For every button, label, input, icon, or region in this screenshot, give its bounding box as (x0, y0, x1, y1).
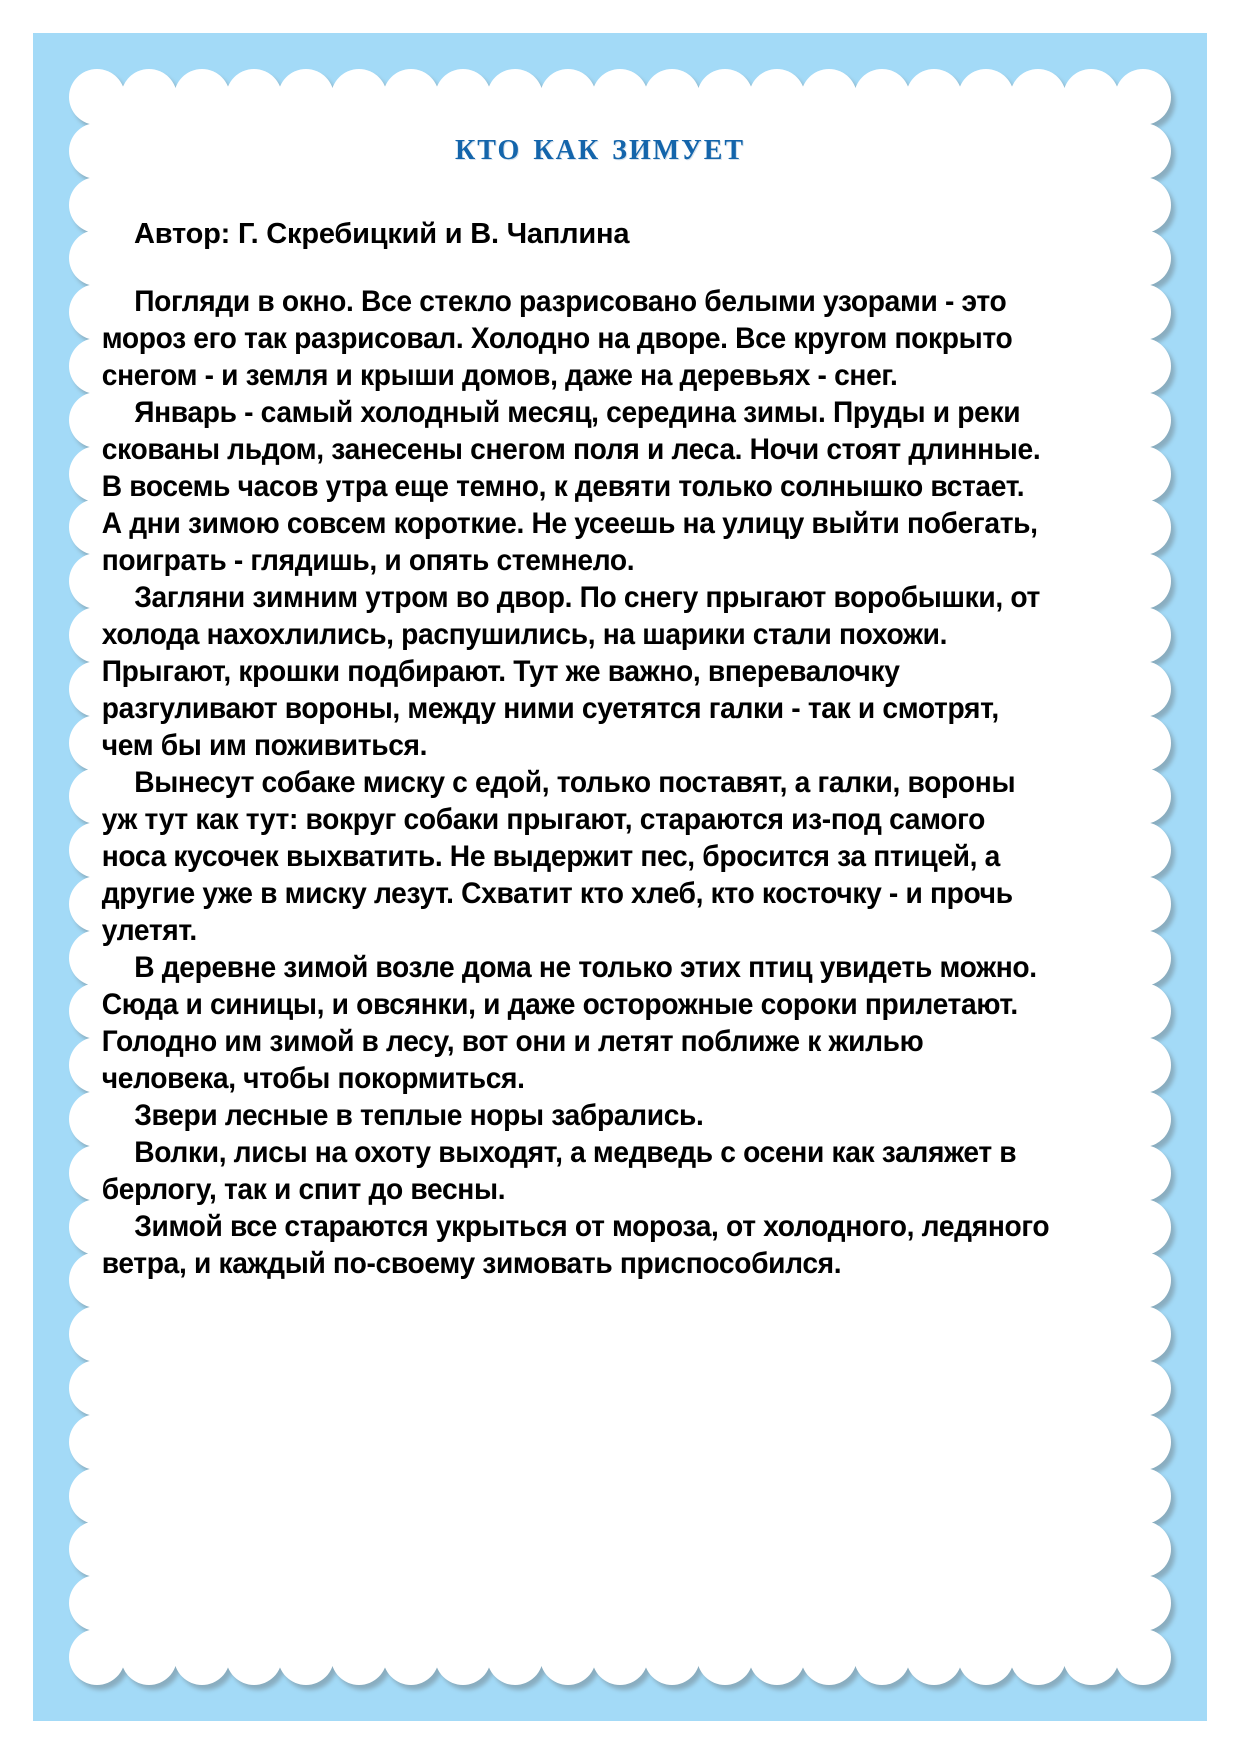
scallop-lobe (1115, 230, 1171, 286)
scallop-lobe (1115, 1091, 1171, 1147)
scallop-lobe (1115, 1306, 1171, 1362)
paragraph: Вынесут собаке миску с едой, только поставят, а галки, вороны уж тут как тут: вокруг собаки прыгают, стараются из-под самого носа кусочек выхватить. Не выдержит пес, бросится за птицей, а другие уже в миску лезут. Схватит кто хлеб, кто косточку - и прочь улетят. (101, 766, 1016, 947)
scallop-lobe (1115, 1575, 1171, 1631)
scallop-lobe (1115, 1360, 1171, 1416)
document-content (96, 96, 1104, 1658)
scallop-lobe (1115, 1521, 1171, 1577)
author-line: Автор: Г. Скребицкий и В. Чаплина (134, 218, 630, 250)
page-title: кто как зимует (454, 123, 746, 168)
scallop-lobe (1115, 446, 1171, 502)
scallop-lobe (1115, 1145, 1171, 1201)
scallop-lobe (1115, 499, 1171, 555)
scallop-lobe (1115, 69, 1171, 125)
paragraph: Звери лесные в теплые норы забрались. (134, 1099, 704, 1132)
scallop-lobe (1115, 1414, 1171, 1470)
scallop-lobe (1115, 553, 1171, 609)
scallop-lobe (1115, 876, 1171, 932)
scallop-lobe (1115, 1252, 1171, 1308)
scallop-lobe (1115, 123, 1171, 179)
scallop-lobe (1115, 607, 1171, 663)
scallop-lobe (1115, 392, 1171, 448)
paragraph: В деревне зимой возле дома не только этих птиц увидеть можно. Сюда и синицы, и овсянки, и даже осторожные сороки прилетают. Голодно им зимой в лесу, вот они и летят поближе к жилью человека, чтобы покормиться. (101, 951, 1037, 1095)
scallop-lobe (1115, 983, 1171, 1039)
story-body (96, 283, 1059, 1282)
paragraph: Погляди в окно. Все стекло разрисовано белыми узорами - это мороз его так разрисовал. Холодно на дворе. Все кругом покрыто снегом - и земля и крыши домов, даже на деревьях - снег. (101, 285, 1013, 392)
scallop-lobe (1115, 338, 1171, 394)
paragraph: Волки, лисы на охоту выходят, а медведь с осени как заляжет в берлогу, так и спит до весны. (101, 1136, 1017, 1206)
scallop-lobe (1115, 177, 1171, 233)
scallop-lobe (1115, 1468, 1171, 1524)
scallop-lobe (1115, 822, 1171, 878)
paragraph: Загляни зимним утром во двор. По снегу прыгают воробышки, от холода нахохлились, распушились, на шарики стали похожи. Прыгают, крошки подбирают. Тут же важно, вперевалочку разгуливают вороны, между ними суетятся галки - так и смотрят, чем бы им поживиться. (101, 581, 1041, 762)
scallop-lobe (1115, 1199, 1171, 1255)
paragraph: Зимой все стараются укрыться от мороза, от холодного, ледяного ветра, и каждый по-своему зимовать приспособился. (101, 1210, 1050, 1280)
scallop-lobe (1115, 284, 1171, 340)
scallop-lobe (1115, 661, 1171, 717)
scallop-lobe (1115, 1629, 1171, 1685)
scallop-lobe (1115, 1037, 1171, 1093)
scallop-lobe (1115, 768, 1171, 824)
scallop-lobe (1115, 715, 1171, 771)
paragraph: Январь - самый холодный месяц, середина зимы. Пруды и реки скованы льдом, занесены снегом поля и леса. Ночи стоят длинные. В восемь часов утра еще темно, к девяти только солнышко встает. А дни зимою совсем короткие. Не усеешь на улицу выйти побегать, поиграть - глядишь, и опять стемнело. (101, 396, 1041, 577)
scallop-lobe (1115, 930, 1171, 986)
